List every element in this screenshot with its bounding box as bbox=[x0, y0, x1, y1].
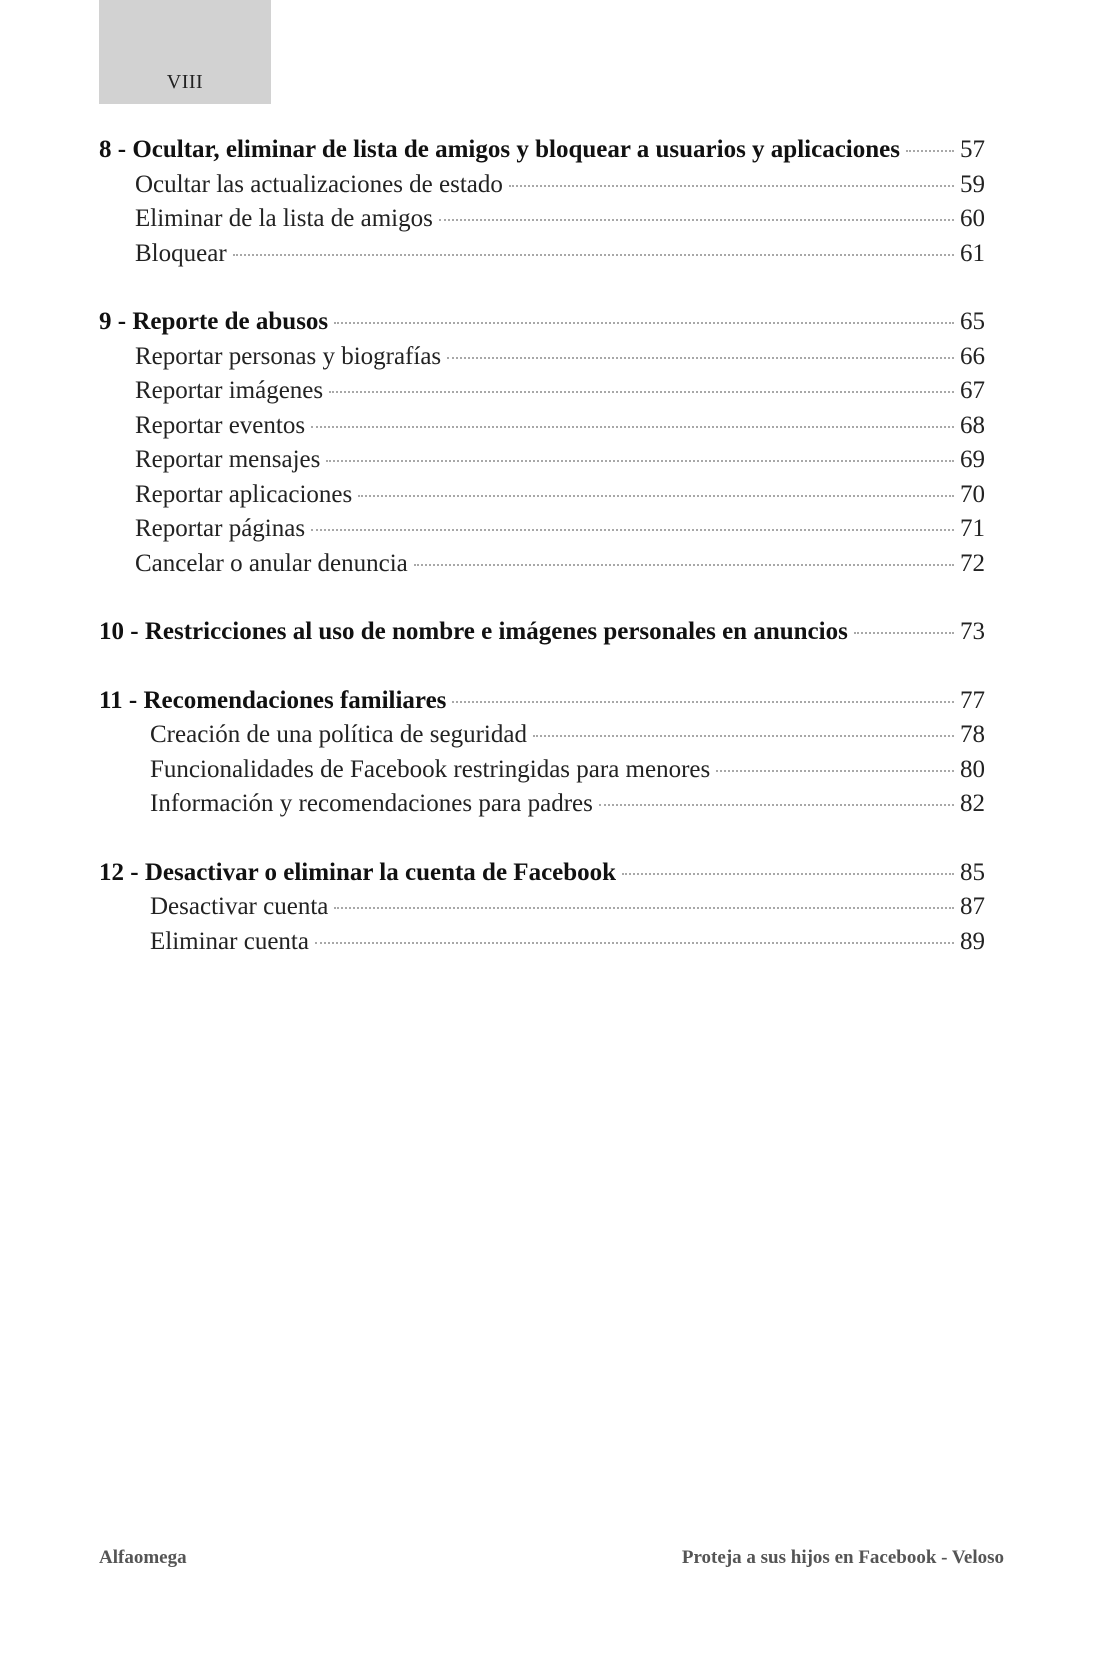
dot-leader bbox=[315, 942, 954, 944]
toc-chapter-11 bbox=[99, 684, 985, 822]
footer-publisher: Alfaomega bbox=[99, 1547, 187, 1568]
dot-leader bbox=[358, 495, 954, 497]
dot-leader bbox=[599, 804, 954, 806]
item-title: Reportar mensajes bbox=[135, 446, 321, 473]
toc-chapter-heading[interactable] bbox=[99, 684, 985, 719]
dot-leader bbox=[854, 632, 954, 634]
toc-item[interactable] bbox=[99, 753, 985, 788]
page-ref: 67 bbox=[960, 377, 985, 404]
item-title: Ocultar las actualizaciones de estado bbox=[135, 170, 503, 198]
page-ref: 57 bbox=[960, 136, 985, 163]
page-ref: 60 bbox=[960, 205, 985, 232]
item-title: Reportar eventos bbox=[135, 411, 306, 439]
page-ref: 61 bbox=[960, 239, 985, 267]
toc-item[interactable] bbox=[99, 787, 985, 822]
toc-chapter-heading[interactable] bbox=[99, 305, 985, 340]
item-title: Bloquear bbox=[135, 239, 227, 267]
dot-leader bbox=[329, 391, 954, 393]
item-title: Cancelar o anular denuncia bbox=[135, 549, 408, 577]
page-ref: 72 bbox=[960, 549, 985, 577]
dot-leader bbox=[447, 357, 954, 359]
toc-item[interactable] bbox=[99, 340, 985, 375]
dot-leader bbox=[509, 185, 954, 187]
toc-item[interactable] bbox=[99, 478, 985, 513]
page-ref: 59 bbox=[960, 170, 985, 198]
page-number-tab bbox=[99, 0, 271, 104]
toc-chapter-10 bbox=[99, 615, 985, 650]
chapter-title: 12 - Desactivar o eliminar la cuenta de Facebook bbox=[99, 858, 617, 886]
toc-chapter-12 bbox=[99, 856, 985, 960]
chapter-title: 10 - Restricciones al uso de nombre e imágenes personales en anuncios bbox=[99, 618, 848, 645]
dot-leader bbox=[622, 873, 954, 875]
page-ref: 78 bbox=[960, 721, 985, 748]
toc-chapter-8 bbox=[99, 133, 985, 271]
toc-item[interactable] bbox=[99, 168, 985, 203]
item-title: Reportar imágenes bbox=[135, 377, 324, 404]
chapter-title: 9 - Reporte de abusos bbox=[99, 308, 329, 335]
item-title: Eliminar cuenta bbox=[150, 927, 309, 955]
dot-leader bbox=[906, 150, 954, 152]
toc-chapter-heading[interactable] bbox=[99, 133, 985, 168]
item-title: Reportar páginas bbox=[135, 515, 306, 542]
page-ref: 65 bbox=[960, 308, 985, 335]
page-ref: 89 bbox=[960, 927, 985, 955]
page-ref: 66 bbox=[960, 342, 985, 370]
toc-item[interactable] bbox=[99, 925, 985, 960]
toc-item[interactable] bbox=[99, 512, 985, 547]
item-title: Eliminar de la lista de amigos bbox=[135, 205, 433, 232]
toc-item[interactable] bbox=[99, 237, 985, 272]
page-ref: 82 bbox=[960, 790, 985, 817]
dot-leader bbox=[233, 254, 954, 256]
toc-chapter-heading[interactable] bbox=[99, 615, 985, 650]
dot-leader bbox=[452, 701, 954, 703]
dot-leader bbox=[533, 735, 954, 737]
item-title: Funcionalidades de Facebook restringidas para menores bbox=[150, 755, 711, 783]
toc-item[interactable] bbox=[99, 202, 985, 237]
chapter-title: 8 - Ocultar, eliminar de lista de amigos y bloquear a usuarios y aplicaciones bbox=[99, 136, 900, 163]
toc-item[interactable] bbox=[99, 409, 985, 444]
dot-leader bbox=[334, 322, 954, 324]
toc-chapter-9 bbox=[99, 305, 985, 581]
page-ref: 73 bbox=[960, 618, 985, 645]
dot-leader bbox=[326, 460, 954, 462]
page-ref: 87 bbox=[960, 893, 985, 920]
toc-item[interactable] bbox=[99, 443, 985, 478]
toc-item[interactable] bbox=[99, 547, 985, 582]
dot-leader bbox=[311, 529, 954, 531]
page-ref: 80 bbox=[960, 755, 985, 783]
toc-chapter-heading[interactable] bbox=[99, 856, 985, 891]
page-ref: 69 bbox=[960, 446, 985, 473]
item-title: Creación de una política de seguridad bbox=[150, 721, 527, 748]
dot-leader bbox=[311, 426, 954, 428]
page-ref: 70 bbox=[960, 480, 985, 508]
page-ref: 85 bbox=[960, 858, 985, 886]
toc-item[interactable] bbox=[99, 890, 985, 925]
page-ref: 71 bbox=[960, 515, 985, 542]
table-of-contents bbox=[99, 133, 985, 993]
item-title: Reportar personas y biografías bbox=[135, 342, 442, 370]
toc-item[interactable] bbox=[99, 374, 985, 409]
page-number: VIII bbox=[166, 71, 204, 93]
page-ref: 68 bbox=[960, 411, 985, 439]
dot-leader bbox=[716, 770, 954, 772]
toc-item[interactable] bbox=[99, 718, 985, 753]
chapter-title: 11 - Recomendaciones familiares bbox=[99, 686, 447, 714]
item-title: Desactivar cuenta bbox=[150, 893, 329, 920]
footer-book-title: Proteja a sus hijos en Facebook - Veloso bbox=[681, 1547, 1004, 1568]
item-title: Información y recomendaciones para padres bbox=[150, 790, 593, 817]
item-title: Reportar aplicaciones bbox=[135, 480, 353, 508]
dot-leader bbox=[414, 564, 954, 566]
dot-leader bbox=[439, 219, 954, 221]
dot-leader bbox=[334, 907, 954, 909]
page-ref: 77 bbox=[960, 686, 985, 714]
